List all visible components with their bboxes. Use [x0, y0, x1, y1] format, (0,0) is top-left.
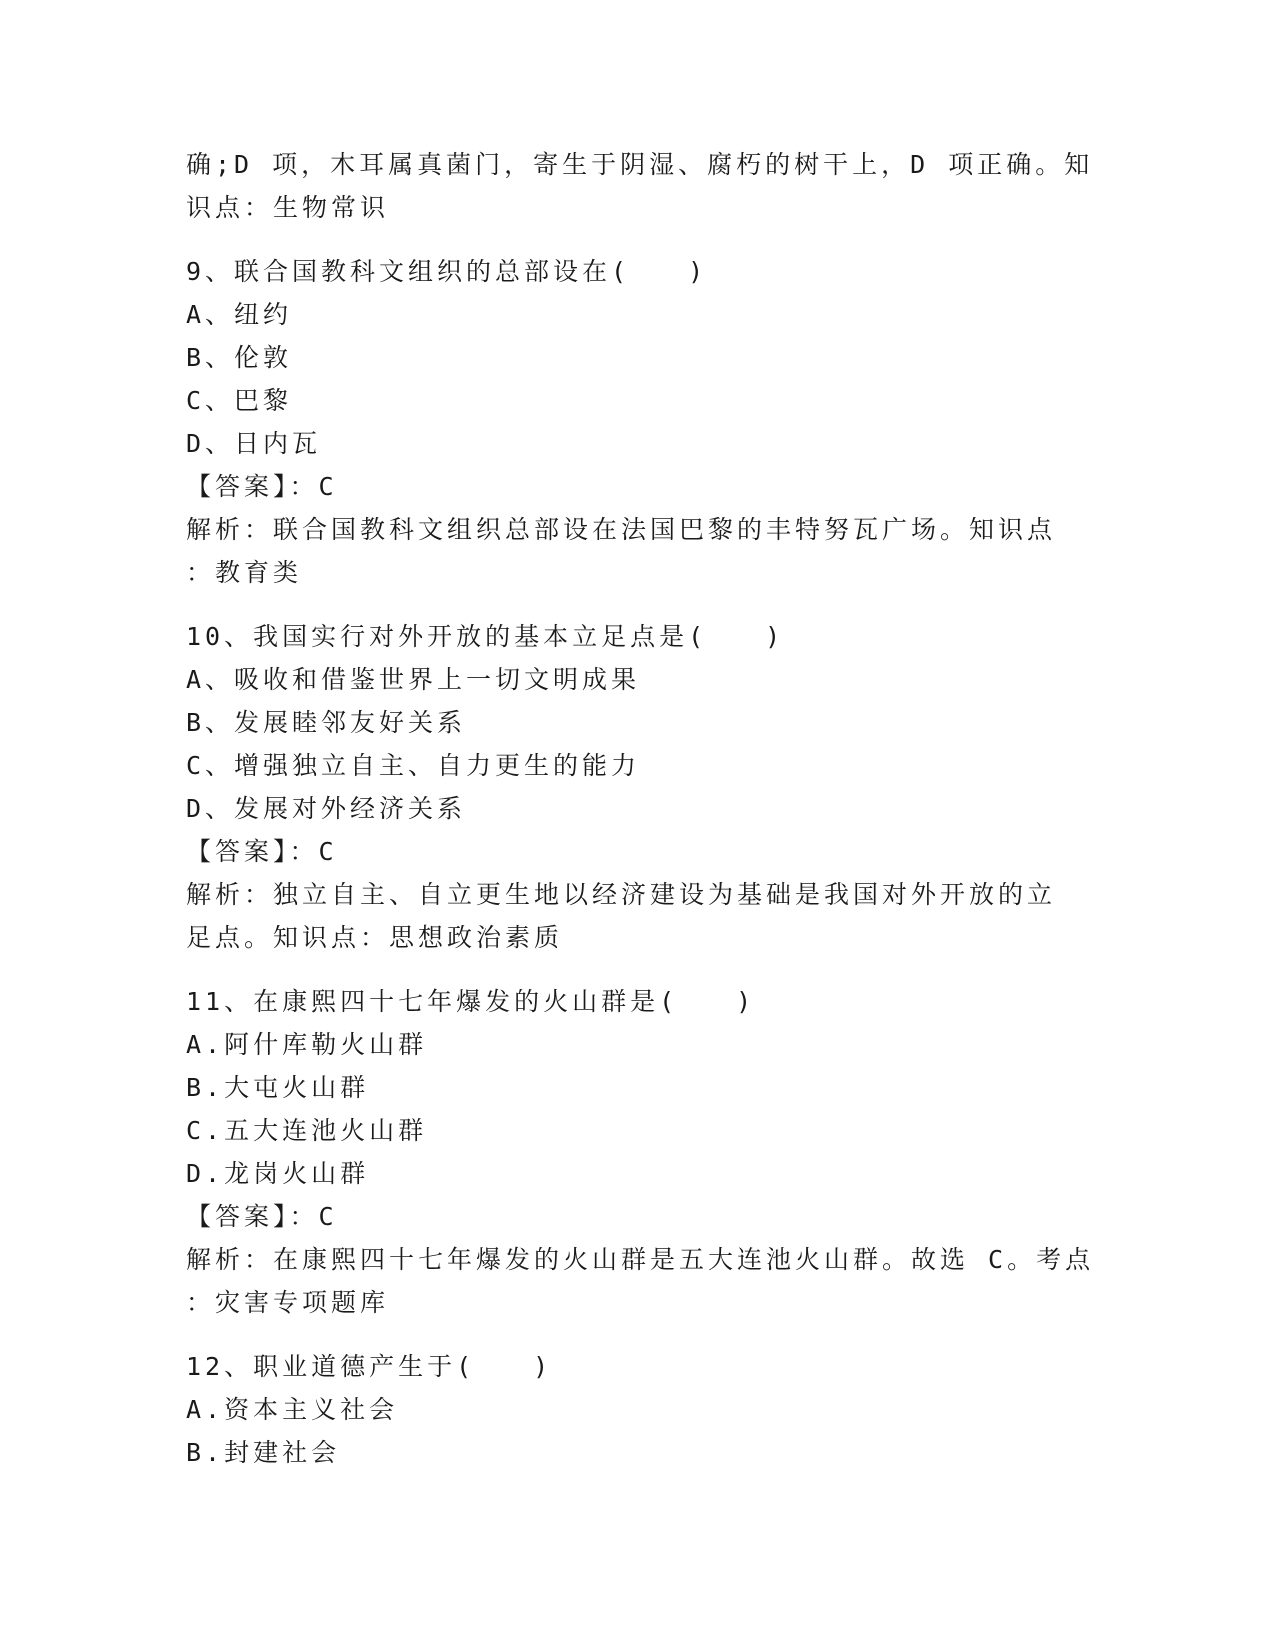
option-b: B.封建社会 — [186, 1438, 341, 1467]
question-10 — [186, 615, 1066, 959]
option-b: B、伦敦 — [186, 343, 293, 372]
answer: 【答案】：C — [186, 472, 338, 501]
intro-continuation — [186, 143, 1094, 229]
question-stem: 9、联合国教科文组织的总部设在( ) — [186, 257, 708, 286]
option-d: D、发展对外经济关系 — [186, 794, 467, 823]
question-stem: 12、职业道德产生于( ) — [186, 1352, 553, 1381]
analysis-line: 解析：独立自主、自立更生地以经济建设为基础是我国对外开放的立 — [186, 880, 1057, 909]
question-stem: 11、在康熙四十七年爆发的火山群是( ) — [186, 987, 756, 1016]
option-a: A.资本主义社会 — [186, 1395, 399, 1424]
option-a: A、纽约 — [186, 300, 293, 329]
option-c: C、巴黎 — [186, 386, 293, 415]
option-d: D、日内瓦 — [186, 429, 322, 458]
option-b: B、发展睦邻友好关系 — [186, 708, 467, 737]
text-line: 识点：生物常识 — [186, 193, 390, 222]
analysis-line: ：灾害专项题库 — [186, 1288, 390, 1317]
question-stem: 10、我国实行对外开放的基本立足点是( ) — [186, 622, 785, 651]
option-b: B.大屯火山群 — [186, 1073, 370, 1102]
analysis-line: 解析：在康熙四十七年爆发的火山群是五大连池火山群。故选 C。考点 — [186, 1245, 1095, 1274]
analysis-line: 解析：联合国教科文组织总部设在法国巴黎的丰特努瓦广场。知识点 — [186, 515, 1057, 544]
option-a: A.阿什库勒火山群 — [186, 1030, 428, 1059]
option-c: C.五大连池火山群 — [186, 1116, 428, 1145]
question-11 — [186, 980, 1095, 1324]
question-12 — [186, 1345, 1066, 1474]
document-page — [186, 143, 1095, 1474]
option-a: A、吸收和借鉴世界上一切文明成果 — [186, 665, 641, 694]
text-line: 确;D 项，木耳属真菌门，寄生于阴湿、腐朽的树干上，D 项正确。知 — [186, 150, 1094, 179]
analysis-line: 足点。知识点：思想政治素质 — [186, 923, 564, 952]
option-c: C、增强独立自主、自力更生的能力 — [186, 751, 641, 780]
answer: 【答案】：C — [186, 837, 338, 866]
question-9 — [186, 250, 1066, 594]
answer: 【答案】：C — [186, 1202, 338, 1231]
analysis-line: ：教育类 — [186, 558, 303, 587]
option-d: D.龙岗火山群 — [186, 1159, 370, 1188]
